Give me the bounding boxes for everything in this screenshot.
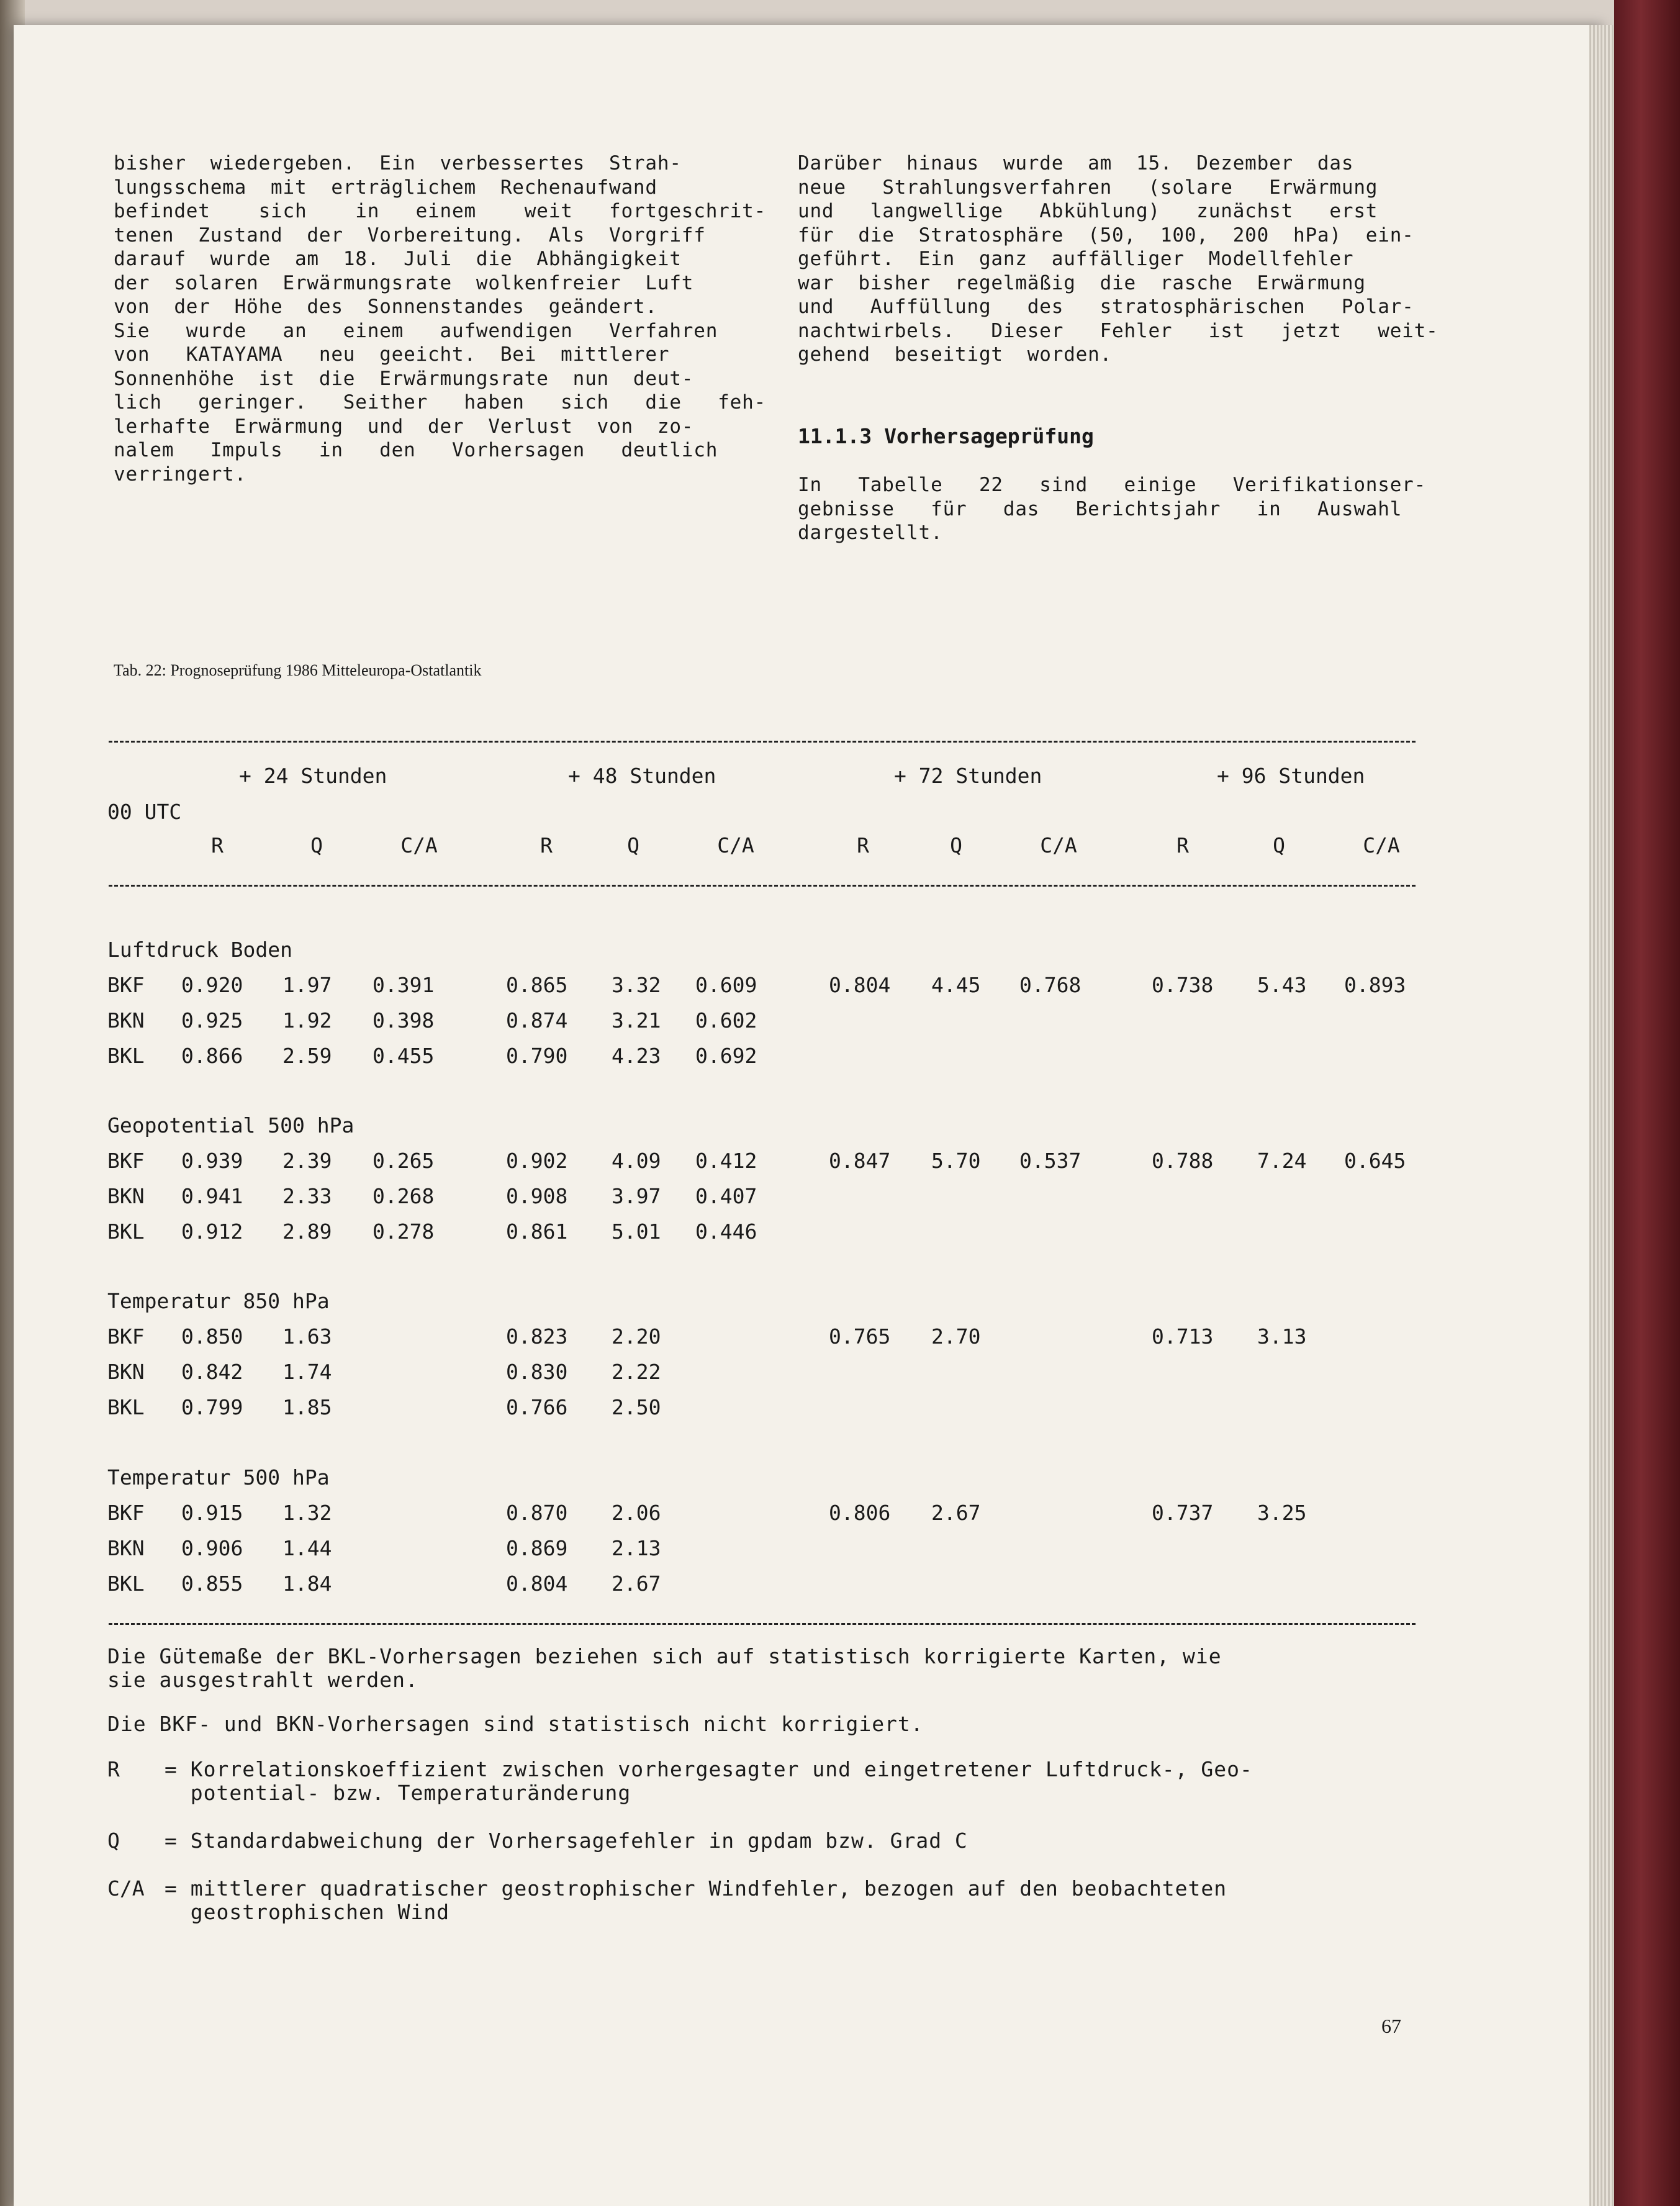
table-value: 5.01 — [612, 1219, 661, 1244]
text-line: nalem Impuls in den Vorhersagen deutlich — [114, 439, 718, 461]
note-line: geostrophischen Wind — [165, 1900, 450, 1924]
table-value: 1.74 — [282, 1360, 332, 1384]
text-line: lungsschema mit erträglichem Rechenaufwand — [114, 176, 657, 199]
section-text — [798, 473, 1426, 545]
table-value: 3.97 — [612, 1184, 661, 1208]
table-value: 0.902 — [506, 1149, 568, 1173]
row-label: BKN — [107, 1184, 145, 1208]
table-value: 0.861 — [506, 1219, 568, 1244]
table-value: 0.265 — [373, 1149, 435, 1173]
table-value: 4.09 — [612, 1149, 661, 1173]
text-line: Darüber hinaus wurde am 15. Dezember das — [798, 152, 1354, 174]
table-value: 0.713 — [1152, 1324, 1214, 1349]
note-line: = Standardabweichung der Vorhersagefehler in gpdam bzw. Grad C — [165, 1829, 968, 1853]
table-value: 2.33 — [282, 1184, 332, 1208]
table-value: 0.925 — [181, 1008, 243, 1033]
note-line: sie ausgestrahlt werden. — [107, 1668, 418, 1692]
table-value: 2.67 — [931, 1501, 981, 1525]
table-value: 1.44 — [282, 1536, 332, 1560]
table-value: 2.50 — [612, 1395, 661, 1419]
table-value: 2.20 — [612, 1324, 661, 1349]
column-header: C/A — [717, 833, 754, 857]
table-value: 0.692 — [695, 1044, 757, 1068]
note-line: = Korrelationskoeffizient zwischen vorhergesagter und eingetretener Luftdruck-, Geo- — [165, 1757, 1253, 1781]
table-value: 1.84 — [282, 1571, 332, 1596]
text-line: und Auffüllung des stratosphärischen Polar- — [798, 296, 1414, 318]
table-value: 0.737 — [1152, 1501, 1214, 1525]
table-value: 0.830 — [506, 1360, 568, 1384]
table-caption: Tab. 22: Prognoseprüfung 1986 Mitteleuropa-Ostatlantik — [114, 661, 482, 679]
column-header: C/A — [1363, 833, 1400, 857]
column-header: R — [1176, 833, 1189, 857]
note-line: Die BKF- und BKN-Vorhersagen sind statistisch nicht korrigiert. — [107, 1712, 924, 1736]
text-line: Sonnenhöhe ist die Erwärmungsrate nun deut- — [114, 367, 694, 390]
note-line: potential- bzw. Temperaturänderung — [165, 1781, 631, 1805]
book-cover-edge — [1614, 0, 1680, 2206]
table-value: 0.850 — [181, 1324, 243, 1349]
row-label: BKF — [107, 1149, 145, 1173]
table-value: 0.908 — [506, 1184, 568, 1208]
table-value: 0.602 — [695, 1008, 757, 1033]
horizon-header: + 24 Stunden — [239, 764, 387, 788]
row-label: BKN — [107, 1360, 145, 1384]
table-value: 0.268 — [373, 1184, 435, 1208]
table-value: 0.412 — [695, 1149, 757, 1173]
table-value: 5.70 — [931, 1149, 981, 1173]
table-value: 2.06 — [612, 1501, 661, 1525]
column-header: Q — [950, 833, 962, 857]
column-header: R — [211, 833, 224, 857]
note-key: Q — [107, 1829, 120, 1853]
table-value: 0.455 — [373, 1044, 435, 1068]
table-value: 0.407 — [695, 1184, 757, 1208]
page-number: 67 — [1381, 2015, 1401, 2037]
section-heading: 11.1.3 Vorhersageprüfung — [798, 424, 1094, 448]
table-value: 0.855 — [181, 1571, 243, 1596]
note-line: Die Gütemaße der BKL-Vorhersagen beziehen sich auf statistisch korrigierte Karten, wie — [107, 1644, 1222, 1668]
table-value: 1.92 — [282, 1008, 332, 1033]
table-value: 0.738 — [1152, 973, 1214, 997]
table-value: 0.870 — [506, 1501, 568, 1525]
table-value: 0.788 — [1152, 1149, 1214, 1173]
text-line: Sie wurde an einem aufwendigen Verfahren — [114, 319, 718, 342]
table-value: 2.67 — [612, 1571, 661, 1596]
table-value: 0.278 — [373, 1219, 435, 1244]
table-value: 3.25 — [1257, 1501, 1307, 1525]
table-value: 0.920 — [181, 973, 243, 997]
table-value: 0.790 — [506, 1044, 568, 1068]
row-label: BKF — [107, 1324, 145, 1349]
table-value: 0.766 — [506, 1395, 568, 1419]
table-value: 0.869 — [506, 1536, 568, 1560]
right-column-text — [798, 151, 1438, 367]
table-value: 0.865 — [506, 973, 568, 997]
table-value: 0.391 — [373, 973, 435, 997]
text-line: dargestellt. — [798, 522, 943, 544]
table-value: 2.13 — [612, 1536, 661, 1560]
table-value: 0.847 — [829, 1149, 891, 1173]
table-value: 0.806 — [829, 1501, 891, 1525]
row-label: BKF — [107, 1501, 145, 1525]
text-line: tenen Zustand der Vorbereitung. Als Vorgriff — [114, 224, 706, 246]
table-value: 0.446 — [695, 1219, 757, 1244]
note-key: R — [107, 1757, 120, 1781]
table-value: 1.97 — [282, 973, 332, 997]
table-value: 7.24 — [1257, 1149, 1307, 1173]
row-label: BKL — [107, 1571, 145, 1596]
table-value: 1.32 — [282, 1501, 332, 1525]
table-value: 4.45 — [931, 973, 981, 997]
table-bottom-rule — [109, 1623, 1416, 1625]
row-label: BKL — [107, 1395, 145, 1419]
row-label: BKN — [107, 1536, 145, 1560]
table-value: 0.765 — [829, 1324, 891, 1349]
column-header: Q — [627, 833, 639, 857]
text-line: bisher wiedergeben. Ein verbessertes Strah- — [114, 152, 682, 174]
text-line: von der Höhe des Sonnenstandes geändert. — [114, 296, 657, 318]
table-value: 0.398 — [373, 1008, 435, 1033]
table-value: 0.823 — [506, 1324, 568, 1349]
row-label: BKL — [107, 1219, 145, 1244]
table-value: 0.906 — [181, 1536, 243, 1560]
table-value: 3.32 — [612, 973, 661, 997]
table-value: 0.645 — [1344, 1149, 1406, 1173]
column-header: R — [857, 833, 869, 857]
column-header: Q — [1273, 833, 1285, 857]
table-value: 0.915 — [181, 1501, 243, 1525]
table-value: 0.912 — [181, 1219, 243, 1244]
text-line: der solaren Erwärmungsrate wolkenfreier Luft — [114, 271, 694, 294]
text-line: nachtwirbels. Dieser Fehler ist jetzt weit- — [798, 319, 1438, 342]
text-line: von KATAYAMA neu geeicht. Bei mittlerer — [114, 343, 670, 366]
table-value: 3.13 — [1257, 1324, 1307, 1349]
column-header: C/A — [1040, 833, 1077, 857]
text-line: gehend beseitigt worden. — [798, 343, 1113, 366]
row-label: BKF — [107, 973, 145, 997]
table-top-rule — [109, 741, 1416, 743]
text-line: befindet sich in einem weit fortgeschrit- — [114, 200, 767, 222]
table-value: 2.59 — [282, 1044, 332, 1068]
text-line: und langwellige Abkühlung) zunächst erst — [798, 200, 1378, 222]
table-value: 2.89 — [282, 1219, 332, 1244]
text-line: darauf wurde am 18. Juli die Abhängigkeit — [114, 248, 682, 270]
horizon-header: + 96 Stunden — [1217, 764, 1365, 788]
column-header: R — [540, 833, 553, 857]
group-title: Luftdruck Boden — [107, 938, 293, 962]
horizon-header: + 72 Stunden — [894, 764, 1042, 788]
group-title: Temperatur 850 hPa — [107, 1289, 330, 1313]
table-value: 0.941 — [181, 1184, 243, 1208]
table-value: 0.804 — [506, 1571, 568, 1596]
horizon-header: + 48 Stunden — [568, 764, 716, 788]
table-value: 0.537 — [1019, 1149, 1082, 1173]
table-value: 1.63 — [282, 1324, 332, 1349]
row-label: BKN — [107, 1008, 145, 1033]
text-line: verringert. — [114, 463, 247, 486]
table-header-rule — [109, 885, 1416, 887]
text-line: geführt. Ein ganz auffälliger Modellfehler — [798, 248, 1354, 270]
table-value: 0.768 — [1019, 973, 1082, 997]
table-value: 0.893 — [1344, 973, 1406, 997]
row-label: BKL — [107, 1044, 145, 1068]
column-header: Q — [310, 833, 323, 857]
table-value: 0.842 — [181, 1360, 243, 1384]
column-header: C/A — [400, 833, 438, 857]
left-column-text — [114, 151, 766, 486]
table-value: 1.85 — [282, 1395, 332, 1419]
text-line: war bisher regelmäßig die rasche Erwärmung — [798, 271, 1366, 294]
text-line: für die Stratosphäre (50, 100, 200 hPa) ein- — [798, 224, 1414, 246]
table-value: 3.21 — [612, 1008, 661, 1033]
text-line: gebnisse für das Berichtsjahr in Auswahl — [798, 497, 1402, 520]
group-title: Temperatur 500 hPa — [107, 1465, 330, 1490]
table-value: 0.939 — [181, 1149, 243, 1173]
table-value: 0.804 — [829, 973, 891, 997]
table-value: 0.799 — [181, 1395, 243, 1419]
table-value: 5.43 — [1257, 973, 1307, 997]
table-value: 0.866 — [181, 1044, 243, 1068]
text-line: lerhafte Erwärmung und der Verlust von zo- — [114, 415, 694, 438]
table-value: 2.39 — [282, 1149, 332, 1173]
text-line: neue Strahlungsverfahren (solare Erwärmung — [798, 176, 1378, 199]
note-line: = mittlerer quadratischer geostrophischer Windfehler, bezogen auf den beobachteten — [165, 1876, 1227, 1901]
text-line: lich geringer. Seither haben sich die feh- — [114, 391, 767, 414]
table-value: 2.22 — [612, 1360, 661, 1384]
group-title: Geopotential 500 hPa — [107, 1113, 355, 1137]
time-label: 00 UTC — [107, 800, 182, 824]
table-value: 4.23 — [612, 1044, 661, 1068]
table-value: 0.874 — [506, 1008, 568, 1033]
text-line: In Tabelle 22 sind einige Verifikationser- — [798, 474, 1427, 496]
note-key: C/A — [107, 1876, 145, 1901]
table-value: 2.70 — [931, 1324, 981, 1349]
table-value: 0.609 — [695, 973, 757, 997]
